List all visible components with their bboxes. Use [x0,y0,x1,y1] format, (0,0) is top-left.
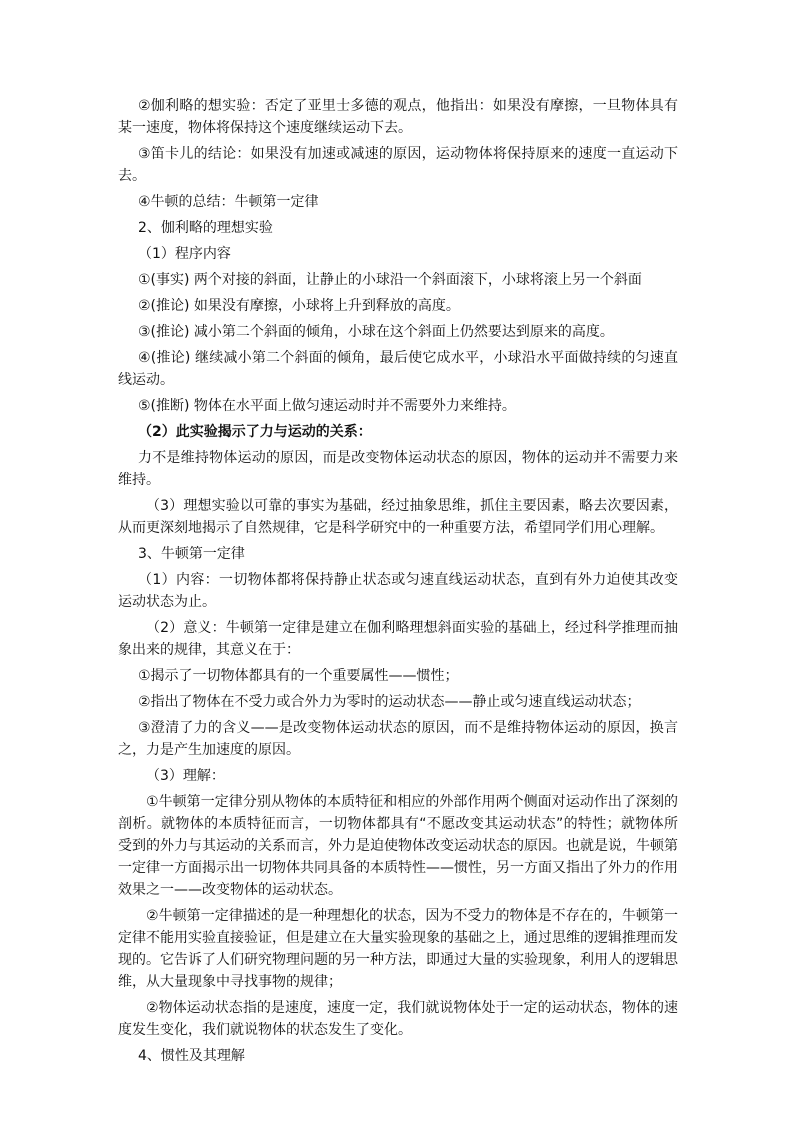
section-heading: 4、惯性及其理解 [138,1048,245,1064]
subsection-heading: （1）程序内容 [138,246,231,262]
paragraph: ②物体运动状态指的是速度，速度一定，我们就说物体处于一定的运动状态，物体的速度发生变化，我们就说物体的状态发生了变化。 [118,1000,678,1038]
paragraph: ④牛顿的总结：牛顿第一定律 [138,194,319,210]
subsection-heading: （2）此实验揭示了力与运动的关系： [138,424,372,440]
paragraph: ②牛顿第一定律描述的是一种理想化的状态，因为不受力的物体是不存在的，牛顿第一定律不能用实验直接验证，但是建立在大量实验现象的基础之上，通过思维的逻辑推理而发现的。它告诉了人们研究物理问题的另一种方法，即通过大量的实验现象，利用人的逻辑思维，从大量现象中寻找事物的规律； [118,908,678,990]
document-body [118,95,678,1067]
list-item: ⑤(推断) 物体在水平面上做匀速运动时并不需要外力来维持。 [138,398,516,414]
list-item: ④(推论) 继续减小第二个斜面的倾角，最后使它成水平，小球沿水平面做持续的匀速直线运动。 [118,350,678,388]
paragraph: ②伽利略的想实验：否定了亚里士多德的观点，他指出：如果没有摩擦，一旦物体具有某一速度，物体将保持这个速度继续运动下去。 [118,98,678,136]
list-item: ②指出了物体在不受力或合外力为零时的运动状态——静止或匀速直线运动状态； [138,694,641,710]
paragraph: 力不是维持物体运动的原因，而是改变物体运动状态的原因，物体的运动并不需要力来维持。 [118,450,678,488]
paragraph: （2）意义：牛顿第一定律是建立在伽利略理想斜面实验的基础上，经过科学推理而抽象出来的规律，其意义在于： [118,620,678,658]
paragraph: ①牛顿第一定律分别从物体的本质特征和相应的外部作用两个侧面对运动作出了深刻的剖析。就物体的本质特征而言，一切物体都具有“不愿改变其运动状态”的特性；就物体所受到的外力与其运动的关系而言，外力是迫使物体改变运动状态的原因。也就是说，牛顿第一定律一方面揭示出一切物体共同具备的本质特性——惯性，另一方面又指出了外力的作用效果之一——改变物体的运动状态。 [118,794,678,898]
list-item: ③(推论) 减小第二个斜面的倾角，小球在这个斜面上仍然要达到原来的高度。 [138,324,614,340]
section-heading: 2、伽利略的理想实验 [138,220,273,236]
subsection-heading: （3）理解： [146,768,225,784]
list-item: ①(事实) 两个对接的斜面，让静止的小球沿一个斜面滚下，小球将滚上另一个斜面 [138,272,642,288]
section-heading: 3、牛顿第一定律 [138,546,245,562]
paragraph: ③笛卡儿的结论：如果没有加速或减速的原因，运动物体将保持原来的速度一直运动下去。 [118,146,678,184]
paragraph: （3）理想实验以可靠的事实为基础，经过抽象思维，抓住主要因素，略去次要因素，从而更深刻地揭示了自然规律，它是科学研究中的一种重要方法，希望同学们用心理解。 [118,498,678,536]
list-item: ②(推论) 如果没有摩擦，小球将上升到释放的高度。 [138,298,460,314]
list-item: ③澄清了力的含义——是改变物体运动状态的原因，而不是维持物体运动的原因，换言之，力是产生加速度的原因。 [118,720,678,758]
paragraph: （1）内容：一切物体都将保持静止状态或匀速直线运动状态，直到有外力迫使其改变运动状态为止。 [118,572,678,610]
list-item: ①揭示了一切物体都具有的一个重要属性——惯性； [138,668,459,684]
